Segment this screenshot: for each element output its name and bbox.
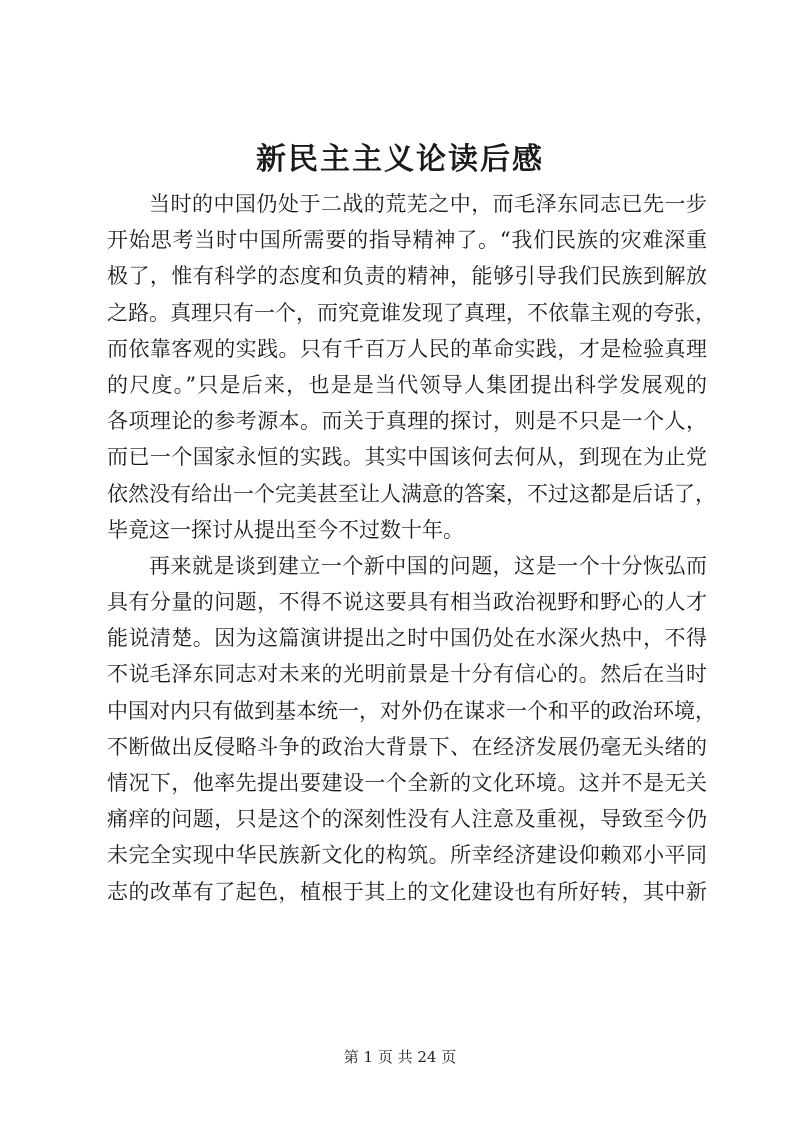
- text-line: 未完全实现中华民族新文化的构筑。所幸经济建设仰赖邓小平同: [107, 843, 707, 868]
- text-line: 而已一个国家永恒的实践。其实中国该何去何从，到现在为止党: [107, 445, 707, 470]
- text-line: 志的改革有了起色，植根于其上的文化建设也有所好转，其中新: [107, 879, 707, 904]
- text-line: 不说毛泽东同志对未来的光明前景是十分有信心的。然后在当时: [107, 662, 707, 687]
- text-line: 能说清楚。因为这篇演讲提出之时中国仍处在水深火热中，不得: [107, 626, 707, 651]
- body-text: [107, 186, 716, 910]
- text-line: 不断做出反侵略斗争的政治大背景下、在经济发展仍毫无头绪的: [107, 734, 707, 759]
- paragraph-1: [107, 186, 716, 548]
- text-line: 中国对内只有做到基本统一，对外仍在谋求一个和平的政治环境，: [107, 698, 716, 723]
- text-line: 情况下，他率先提出要建设一个全新的文化环境。这并不是无关: [107, 771, 707, 795]
- text-line: 毕竟这一探讨从提出至今不过数十年。: [107, 517, 464, 542]
- text-line: 依然没有给出一个完美甚至让人满意的答案，不过这都是后话了，: [107, 481, 716, 506]
- text-line: 而依靠客观的实践。只有千百万人民的革命实践，才是检验真理: [107, 336, 707, 361]
- page-footer: 第 1 页 共 24 页: [343, 1048, 457, 1066]
- page-title: 新民主主义论读后感: [256, 142, 544, 177]
- text-line: 具有分量的问题，不得不说这要具有相当政治视野和野心的人才: [107, 590, 707, 615]
- paragraph-2: [107, 548, 716, 910]
- text-line: 各项理论的参考源本。而关于真理的探讨，则是不只是一个人，: [107, 409, 707, 434]
- text-line: 极了，惟有科学的态度和负责的精神，能够引导我们民族到解放: [107, 264, 707, 289]
- text-line: 开始思考当时中国所需要的指导精神了。“我们民族的灾难深重: [107, 228, 707, 253]
- text-line: 再来就是谈到建立一个新中国的问题，这是一个十分恢弘而: [149, 553, 707, 578]
- text-line: 当时的中国仍处于二战的荒芜之中，而毛泽东同志已先一步: [149, 192, 707, 216]
- text-line: 痛痒的问题，只是这个的深刻性没有人注意及重视，导致至今仍: [107, 807, 707, 832]
- text-line: 之路。真理只有一个，而究竟谁发现了真理，不依靠主观的夸张，: [107, 300, 716, 325]
- text-line: 的尺度。”只是后来，也是是当代领导人集团提出科学发展观的: [107, 372, 707, 397]
